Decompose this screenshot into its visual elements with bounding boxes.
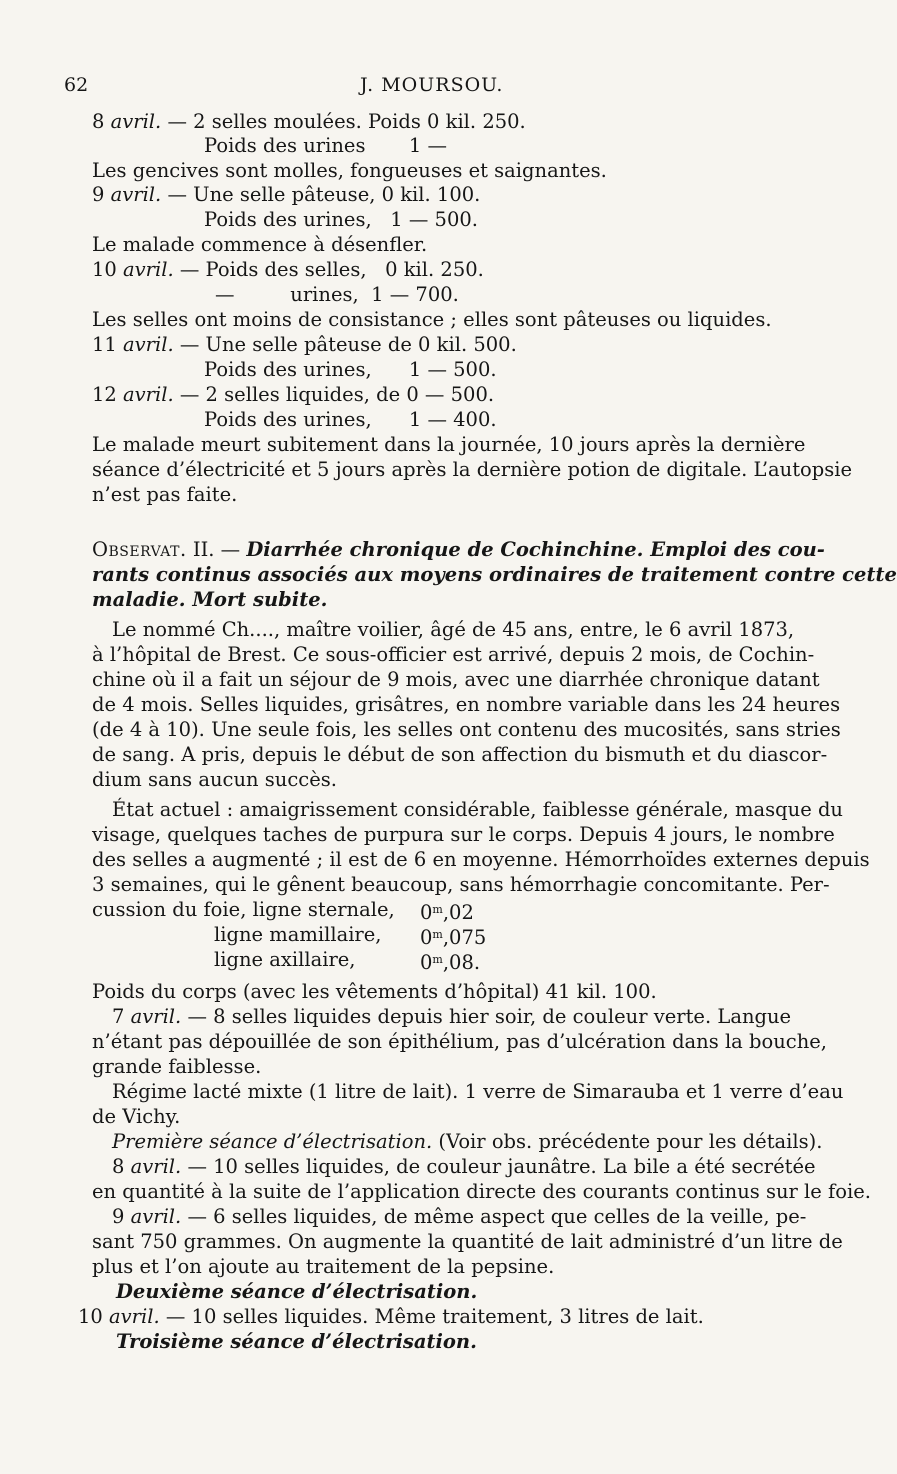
text-line: 10 avril. — 10 selles liquides. Même traitement, 3 litres de lait. <box>78 1305 704 1328</box>
text-line: 8 avril. — 10 selles liquides, de couleur jaunâtre. La bile a été secrétée <box>112 1155 816 1178</box>
text-line: Le malade meurt subitement dans la journée, 10 jours après la dernière <box>92 433 806 456</box>
page-header <box>0 74 800 98</box>
text-line: sant 750 grammes. On augmente la quantité de lait administré d’un litre de <box>92 1230 843 1253</box>
text-line: grande faiblesse. <box>92 1055 262 1078</box>
text-line: 12 avril. — 2 selles liquides, de 0 — 500. <box>92 383 495 406</box>
text-line: de sang. A pris, depuis le début de son affection du bismuth et du diascor- <box>92 743 828 766</box>
text-line: des selles a augmenté ; il est de 6 en moyenne. Hémorrhoïdes externes depuis <box>92 848 870 871</box>
text-line: 11 avril. — Une selle pâteuse de 0 kil. 500. <box>92 333 517 356</box>
text-line: Poids des urines, 1 — 400. <box>204 408 497 431</box>
observation-heading: Observat. II. — Diarrhée chronique de Cochinchine. Emploi des cou- <box>92 538 825 561</box>
measurement-value: 0$^m$,02 <box>420 901 474 924</box>
text-line: de Vichy. <box>92 1105 181 1128</box>
page-number: 62 <box>64 74 89 96</box>
text-line: Poids des urines, 1 — 500. <box>204 358 497 381</box>
text-line: Première séance d’électrisation. (Voir obs. précédente pour les détails). <box>112 1130 823 1153</box>
text-line: Poids des urines, 1 — 500. <box>204 208 478 231</box>
observation-title-line: rants continus associés aux moyens ordinaires de traitement contre cette <box>92 563 897 586</box>
running-title: J. MOURSOU. <box>360 74 504 96</box>
measurement-line: ligne mamillaire, <box>214 923 382 946</box>
text-line: séance d’électricité et 5 jours après la dernière potion de digitale. L’autopsie <box>92 458 853 481</box>
measurement-value: 0$^m$,075 <box>420 926 487 949</box>
text-line: 9 avril. — Une selle pâteuse, 0 kil. 100. <box>92 183 481 206</box>
text-line: de 4 mois. Selles liquides, grisâtres, en nombre variable dans les 24 heures <box>92 693 841 716</box>
text-line: en quantité à la suite de l’application directe des courants continus sur le foie. <box>92 1180 871 1203</box>
text-line: (de 4 à 10). Une seule fois, les selles ont contenu des mucosités, sans stries <box>92 718 841 741</box>
measurement-line: ligne axillaire, <box>214 948 356 971</box>
text-line: n’étant pas dépouillée de son épithélium, pas d’ulcération dans la bouche, <box>92 1030 828 1053</box>
text-line: Le nommé Ch...., maître voilier, âgé de 45 ans, entre, le 6 avril 1873, <box>112 618 795 641</box>
text-line: plus et l’on ajoute au traitement de la pepsine. <box>92 1255 555 1278</box>
text-line: Régime lacté mixte (1 litre de lait). 1 verre de Simarauba et 1 verre d’eau <box>112 1080 844 1103</box>
text-line: Les gencives sont molles, fongueuses et saignantes. <box>92 159 607 182</box>
text-line: à l’hôpital de Brest. Ce sous-officier est arrivé, depuis 2 mois, de Cochin- <box>92 643 815 666</box>
text-line: 10 avril. — Poids des selles, 0 kil. 250. <box>92 258 484 281</box>
text-line: n’est pas faite. <box>92 483 238 506</box>
text-line: chine où il a fait un séjour de 9 mois, avec une diarrhée chronique datant <box>92 668 820 691</box>
measurement-value: 0$^m$,08. <box>420 951 481 974</box>
text-line: Le malade commence à désenfler. <box>92 233 428 256</box>
text-line: Poids des urines 1 — <box>204 134 447 157</box>
session-heading: Deuxième séance d’électrisation. <box>116 1280 478 1303</box>
text-line: 7 avril. — 8 selles liquides depuis hier soir, de couleur verte. Langue <box>112 1005 792 1028</box>
measurement-line: cussion du foie, ligne sternale, <box>92 898 395 921</box>
observation-title-line: maladie. Mort subite. <box>92 588 328 611</box>
text-line: 9 avril. — 6 selles liquides, de même aspect que celles de la veille, pe- <box>112 1205 807 1228</box>
text-line: 8 avril. — 2 selles moulées. Poids 0 kil. 250. <box>92 110 526 133</box>
observation-label: Observat. <box>92 538 187 561</box>
text-line: État actuel : amaigrissement considérable, faiblesse générale, masque du <box>112 798 843 821</box>
text-line: — urines, 1 — 700. <box>215 283 459 306</box>
text-line: visage, quelques taches de purpura sur le corps. Depuis 4 jours, le nombre <box>92 823 835 846</box>
text-line: 3 semaines, qui le gênent beaucoup, sans hémorrhagie concomitante. Per- <box>92 873 830 896</box>
session-heading: Troisième séance d’électrisation. <box>116 1330 477 1353</box>
text-line: Poids du corps (avec les vêtements d’hôpital) 41 kil. 100. <box>92 980 657 1003</box>
text-line: dium sans aucun succès. <box>92 768 337 791</box>
text-line: Les selles ont moins de consistance ; elles sont pâteuses ou liquides. <box>92 308 772 331</box>
